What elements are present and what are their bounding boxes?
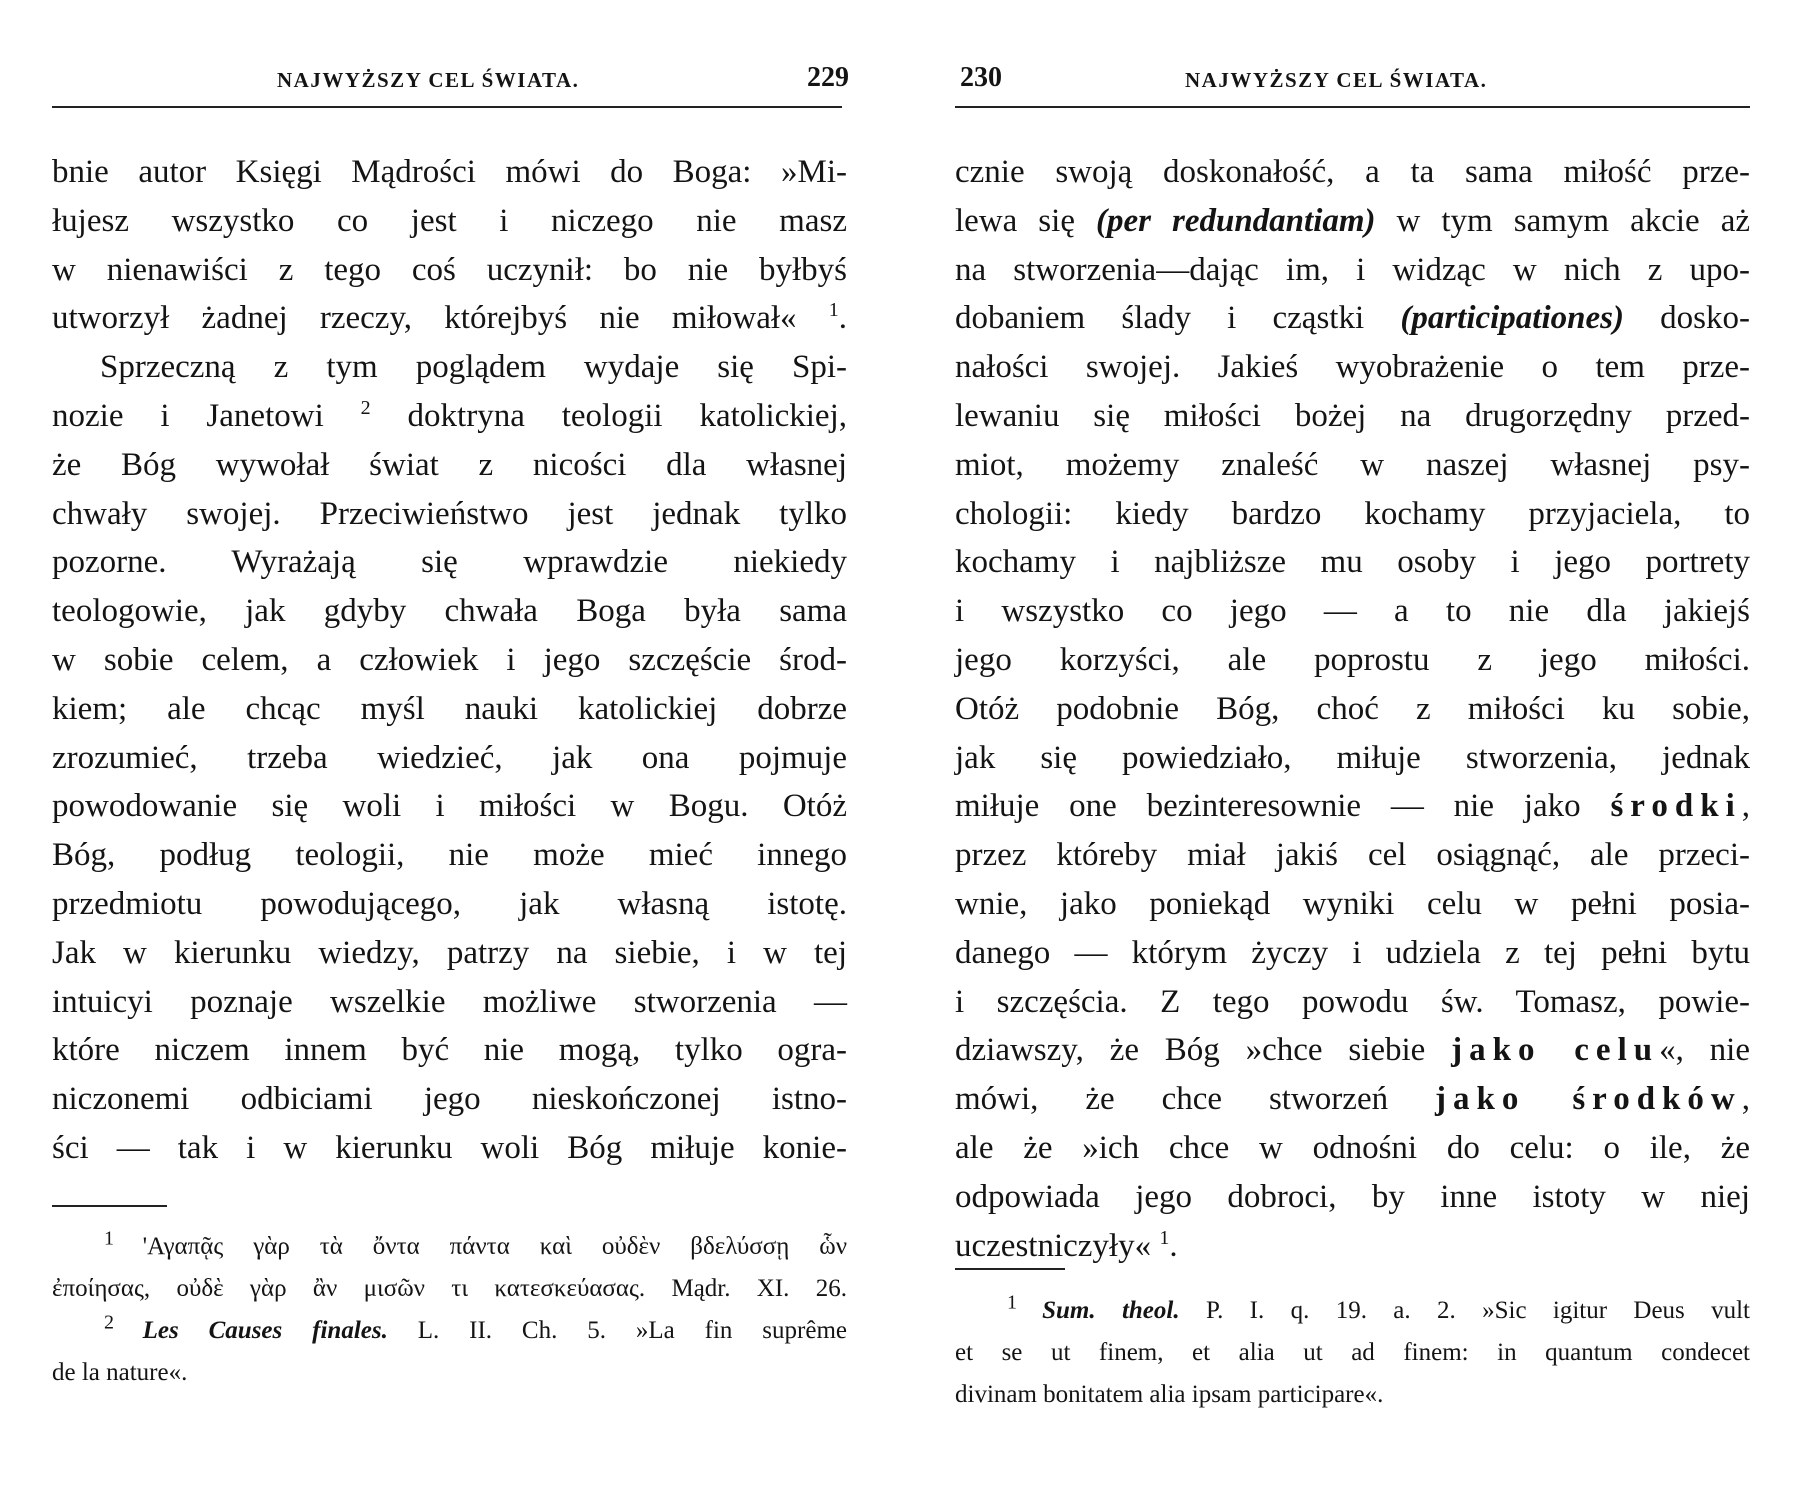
text-run: . bbox=[838, 300, 847, 337]
text-line bbox=[52, 1124, 847, 1173]
footnote-line bbox=[955, 1374, 1750, 1416]
text-line bbox=[52, 441, 847, 490]
text-run: ści — tak i w kierunku woli Bóg miłuje konie- bbox=[52, 1129, 847, 1166]
text-run: odpowiada jego dobroci, by inne istoty w niej bbox=[955, 1178, 1750, 1215]
page-number: 229 bbox=[807, 62, 849, 93]
footnote-line bbox=[955, 1290, 1750, 1332]
text-run: chwały swojej. Przeciwieństwo jest jednak tylko bbox=[52, 495, 847, 532]
body-text bbox=[955, 148, 1750, 1270]
text-run: Bóg, podług teologii, nie może mieć innego bbox=[52, 837, 847, 874]
text-line bbox=[955, 734, 1750, 783]
text-run: miot, możemy znaleść w naszej własnej psy- bbox=[955, 446, 1750, 483]
text-run: jak się powiedziało, miłuje stworzenia, jednak bbox=[955, 739, 1750, 776]
text-line bbox=[52, 880, 847, 929]
footnote-marker: 2 bbox=[360, 396, 371, 419]
spaced-emphasis: środki bbox=[1610, 788, 1742, 825]
text-run: ale że »ich chce w odnośni do celu: o ile, że bbox=[955, 1129, 1750, 1166]
italic-text: (per redundantiam) bbox=[1095, 202, 1376, 239]
text-run: et se ut finem, et alia ut ad finem: in quantum condecet bbox=[955, 1339, 1750, 1366]
text-run: L. II. Ch. 5. »La fin suprême bbox=[387, 1317, 847, 1344]
text-run: miłuje one bezinteresownie — nie jako bbox=[955, 788, 1611, 825]
footnote-marker: 1 bbox=[828, 299, 839, 322]
text-line bbox=[955, 294, 1750, 343]
text-line bbox=[955, 880, 1750, 929]
text-run: teologowie, jak gdyby chwała Boga była sama bbox=[52, 593, 847, 630]
text-run: divinam bonitatem alia ipsam participare«. bbox=[955, 1381, 1384, 1408]
text-line bbox=[52, 294, 847, 343]
text-run: «, nie bbox=[1659, 1032, 1750, 1069]
text-run: i wszystko co jego — a to nie dla jakiejś bbox=[955, 593, 1750, 630]
text-run: cznie swoją doskonałość, a ta sama miłość prze- bbox=[955, 154, 1750, 190]
text-line bbox=[52, 734, 847, 783]
footnote-rule bbox=[52, 1205, 167, 1207]
text-line bbox=[52, 490, 847, 539]
text-line bbox=[955, 1222, 1750, 1271]
running-title: NAJWYŻSZY CEL ŚWIATA. bbox=[1185, 68, 1488, 92]
italic-text: Sum. theol. bbox=[1042, 1297, 1180, 1324]
body-text bbox=[52, 148, 847, 1173]
text-run: jego korzyści, ale poprostu z jego miłości. bbox=[955, 641, 1750, 678]
text-line bbox=[52, 685, 847, 734]
text-run: de la nature«. bbox=[52, 1359, 188, 1386]
text-run: na stworzenia—dając im, i widząc w nich z upo- bbox=[955, 251, 1750, 288]
italic-text: (participationes) bbox=[1400, 300, 1624, 337]
text-line bbox=[955, 929, 1750, 978]
text-line bbox=[955, 197, 1750, 246]
text-run: , bbox=[1741, 788, 1750, 825]
text-run: utworzył żadnej rzeczy, którejbyś nie miłował« bbox=[52, 300, 829, 337]
footnote-line bbox=[955, 1332, 1750, 1374]
text-run: P. I. q. 19. a. 2. »Sic igitur Deus vult bbox=[1179, 1297, 1751, 1324]
text-line bbox=[955, 685, 1750, 734]
text-line bbox=[52, 782, 847, 831]
text-line bbox=[955, 441, 1750, 490]
text-run: . bbox=[1169, 1227, 1178, 1264]
text-run: i szczęścia. Z tego powodu św. Tomasz, powie- bbox=[955, 983, 1750, 1020]
text-run: lewaniu się miłości bożej na drugorzędny przed- bbox=[955, 397, 1750, 434]
text-run: powodowanie się woli i miłości w Bogu. Otóż bbox=[52, 788, 847, 825]
page-header bbox=[955, 62, 1755, 96]
text-line bbox=[955, 148, 1750, 197]
text-run: które niczem innem być nie mogą, tylko ogra- bbox=[52, 1032, 847, 1069]
footnote-line bbox=[52, 1268, 847, 1310]
text-run: danego — którym życzy i udziela z tej pełni bytu bbox=[955, 934, 1750, 971]
footnote-marker: 1 bbox=[104, 1227, 143, 1250]
text-run: zrozumieć, trzeba wiedzieć, jak ona pojmuje bbox=[52, 739, 847, 776]
footnotes bbox=[955, 1290, 1750, 1416]
text-run: w tym samym akcie aż bbox=[1375, 202, 1750, 239]
text-run: przez któreby miał jakiś cel osiągnąć, ale przeci- bbox=[955, 837, 1750, 874]
text-run: dosko- bbox=[1623, 300, 1751, 337]
text-line bbox=[52, 1075, 847, 1124]
text-line bbox=[955, 978, 1750, 1027]
right-page bbox=[955, 0, 1755, 1500]
text-run: nozie i Janetowi bbox=[52, 397, 361, 434]
text-line bbox=[955, 1124, 1750, 1173]
text-run: Jak w kierunku wiedzy, patrzy na siebie, i w tej bbox=[52, 934, 847, 971]
text-run: 'Αγαπᾷς γὰρ τὰ ὄντα πάντα καὶ οὐδὲν βδελύσσῃ ὧν bbox=[142, 1233, 847, 1260]
text-line bbox=[52, 148, 847, 197]
spaced-emphasis: środków bbox=[1572, 1081, 1742, 1118]
text-line bbox=[52, 978, 847, 1027]
text-run: ἐποίησας, οὐδὲ γὰρ ἂν μισῶν τι κατεσκεύασας. Mądr. XI. 26. bbox=[52, 1275, 847, 1302]
text-line bbox=[52, 538, 847, 587]
text-run: w sobie celem, a człowiek i jego szczęście środ- bbox=[52, 641, 847, 678]
text-run: dobaniem ślady i cząstki bbox=[955, 300, 1401, 337]
text-line bbox=[52, 636, 847, 685]
text-run: Otóż podobnie Bóg, choć z miłości ku sobie, bbox=[955, 690, 1750, 727]
text-run: nałości swojej. Jakieś wyobrażenie o tem prze- bbox=[955, 349, 1750, 386]
text-line bbox=[955, 343, 1750, 392]
text-line bbox=[955, 1026, 1750, 1075]
text-run: chologii: kiedy bardzo kochamy przyjaciela, to bbox=[955, 495, 1750, 532]
header-rule bbox=[955, 106, 1750, 108]
text-line bbox=[52, 929, 847, 978]
spaced-emphasis: jako bbox=[1435, 1081, 1526, 1118]
page-header bbox=[52, 62, 852, 96]
text-run: w nienawiści z tego coś uczynił: bo nie byłbyś bbox=[52, 251, 847, 288]
text-line bbox=[52, 1026, 847, 1075]
text-run: niczonemi odbiciami jego nieskończonej istno- bbox=[52, 1081, 847, 1118]
text-run: wnie, jako poniekąd wyniki celu w pełni posia- bbox=[955, 885, 1750, 922]
text-line bbox=[955, 1173, 1750, 1222]
text-run: bnie autor Księgi Mądrości mówi do Boga: »Mi- bbox=[52, 154, 847, 190]
running-title: NAJWYŻSZY CEL ŚWIATA. bbox=[277, 68, 580, 92]
text-line bbox=[955, 831, 1750, 880]
text-line bbox=[955, 538, 1750, 587]
left-page bbox=[52, 0, 852, 1500]
text-line bbox=[955, 490, 1750, 539]
text-run: intuicyi poznaje wszelkie możliwe stworzenia — bbox=[52, 983, 847, 1020]
text-line bbox=[52, 587, 847, 636]
text-run: dziawszy, że Bóg »chce siebie bbox=[955, 1032, 1452, 1069]
spaced-emphasis: jako celu bbox=[1451, 1032, 1660, 1069]
text-run: Sprzeczną z tym poglądem wydaje się Spi- bbox=[100, 349, 847, 386]
text-line bbox=[52, 246, 847, 295]
text-run: przedmiotu powodującego, jak własną istotę. bbox=[52, 885, 847, 922]
text-run: uczestniczyły« bbox=[955, 1227, 1160, 1264]
text-line bbox=[955, 636, 1750, 685]
text-line bbox=[52, 392, 847, 441]
text-line bbox=[52, 831, 847, 880]
text-run: łujesz wszystko co jest i niczego nie masz bbox=[52, 202, 847, 239]
text-run bbox=[1525, 1081, 1572, 1117]
text-run: lewa się bbox=[955, 202, 1096, 239]
footnotes bbox=[52, 1226, 847, 1394]
text-line bbox=[52, 197, 847, 246]
footnote-line bbox=[52, 1310, 847, 1352]
footnote-line bbox=[52, 1352, 847, 1394]
text-run: pozorne. Wyrażają się wprawdzie niekiedy bbox=[52, 544, 847, 581]
footnote-rule bbox=[955, 1268, 1065, 1270]
text-run: , bbox=[1741, 1081, 1750, 1118]
text-run: doktryna teologii katolickiej, bbox=[370, 397, 847, 434]
page-number: 230 bbox=[960, 62, 1002, 93]
footnote-marker: 1 bbox=[1159, 1226, 1170, 1249]
text-line bbox=[955, 246, 1750, 295]
footnote-marker: 2 bbox=[104, 1311, 143, 1334]
text-line bbox=[955, 1075, 1750, 1124]
text-run: że Bóg wywołał świat z nicości dla własnej bbox=[52, 446, 847, 483]
text-run: kochamy i najbliższe mu osoby i jego portrety bbox=[955, 544, 1750, 581]
text-line bbox=[955, 392, 1750, 441]
italic-text: Les Causes finales. bbox=[142, 1317, 388, 1344]
text-line bbox=[955, 587, 1750, 636]
text-line bbox=[52, 343, 847, 392]
text-run: mówi, że chce stworzeń bbox=[955, 1081, 1436, 1118]
footnote-marker: 1 bbox=[1007, 1291, 1043, 1314]
footnote-line bbox=[52, 1226, 847, 1268]
header-rule bbox=[52, 106, 842, 108]
text-run: kiem; ale chcąc myśl nauki katolickiej dobrze bbox=[52, 690, 847, 727]
text-line bbox=[955, 782, 1750, 831]
